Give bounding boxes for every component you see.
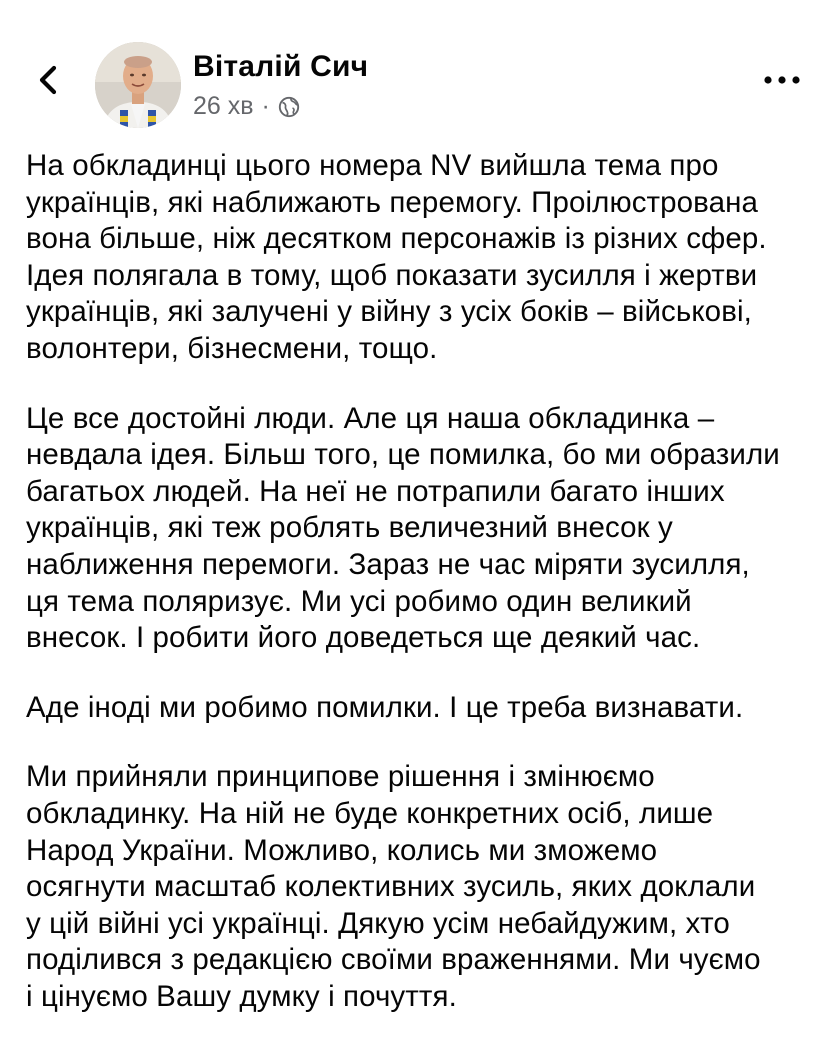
post-paragraph: На обкладинці цього номера NV вийшла тема про українців, які наближають перемогу. Проілюстрована вона більше, ніж десятком персонажів із різних сфер. Ідея полягала в тому, щоб показати зусилля і жертви українців, які залучені у війну з усіх боків – військові, волонтери, бізнесмени, тощо. (26, 149, 767, 365)
globe-icon (278, 96, 300, 118)
post-timestamp[interactable]: 26 хв (193, 92, 254, 120)
post-paragraph: Це все достойні люди. Але ця наша обкладинка – невдала ідея. Більш того, це помилка, бо ми образили багатьох людей. На неї не потрапили багато інших українців, які теж роблять величезний внесок у наближення перемоги. Зараз не час міряти зусилля, ця тема поляризує. Ми усі робимо один великий внесок. І робити його доведеться ще деякий час. (26, 401, 780, 655)
author-name[interactable]: Віталій Сич (193, 50, 369, 83)
post-text (26, 148, 816, 1048)
post-paragraph: Аде іноді ми робимо помилки. І це треба визнавати. (26, 690, 744, 724)
post-paragraph: Ми прийняли принципове рішення і змінюємо обкладинку. На ній не буде конкретних осіб, лише Народ України. Можливо, колись ми зможемо осягнути масштаб колективних зусиль, яких доклали у цій війні усі українці. Дякую усім небайдужим, хто поділився з редакцією своїми враженнями. Ми чуємо і цінуємо Вашу думку і почуття. (26, 760, 761, 1013)
more-options-button[interactable] (760, 62, 804, 98)
avatar[interactable] (95, 42, 181, 128)
post-header (0, 0, 828, 140)
meta-separator: · (261, 92, 270, 120)
more-dots-icon (762, 75, 802, 85)
back-button[interactable] (28, 60, 68, 100)
chevron-left-icon (36, 65, 60, 95)
post-meta (193, 92, 300, 121)
